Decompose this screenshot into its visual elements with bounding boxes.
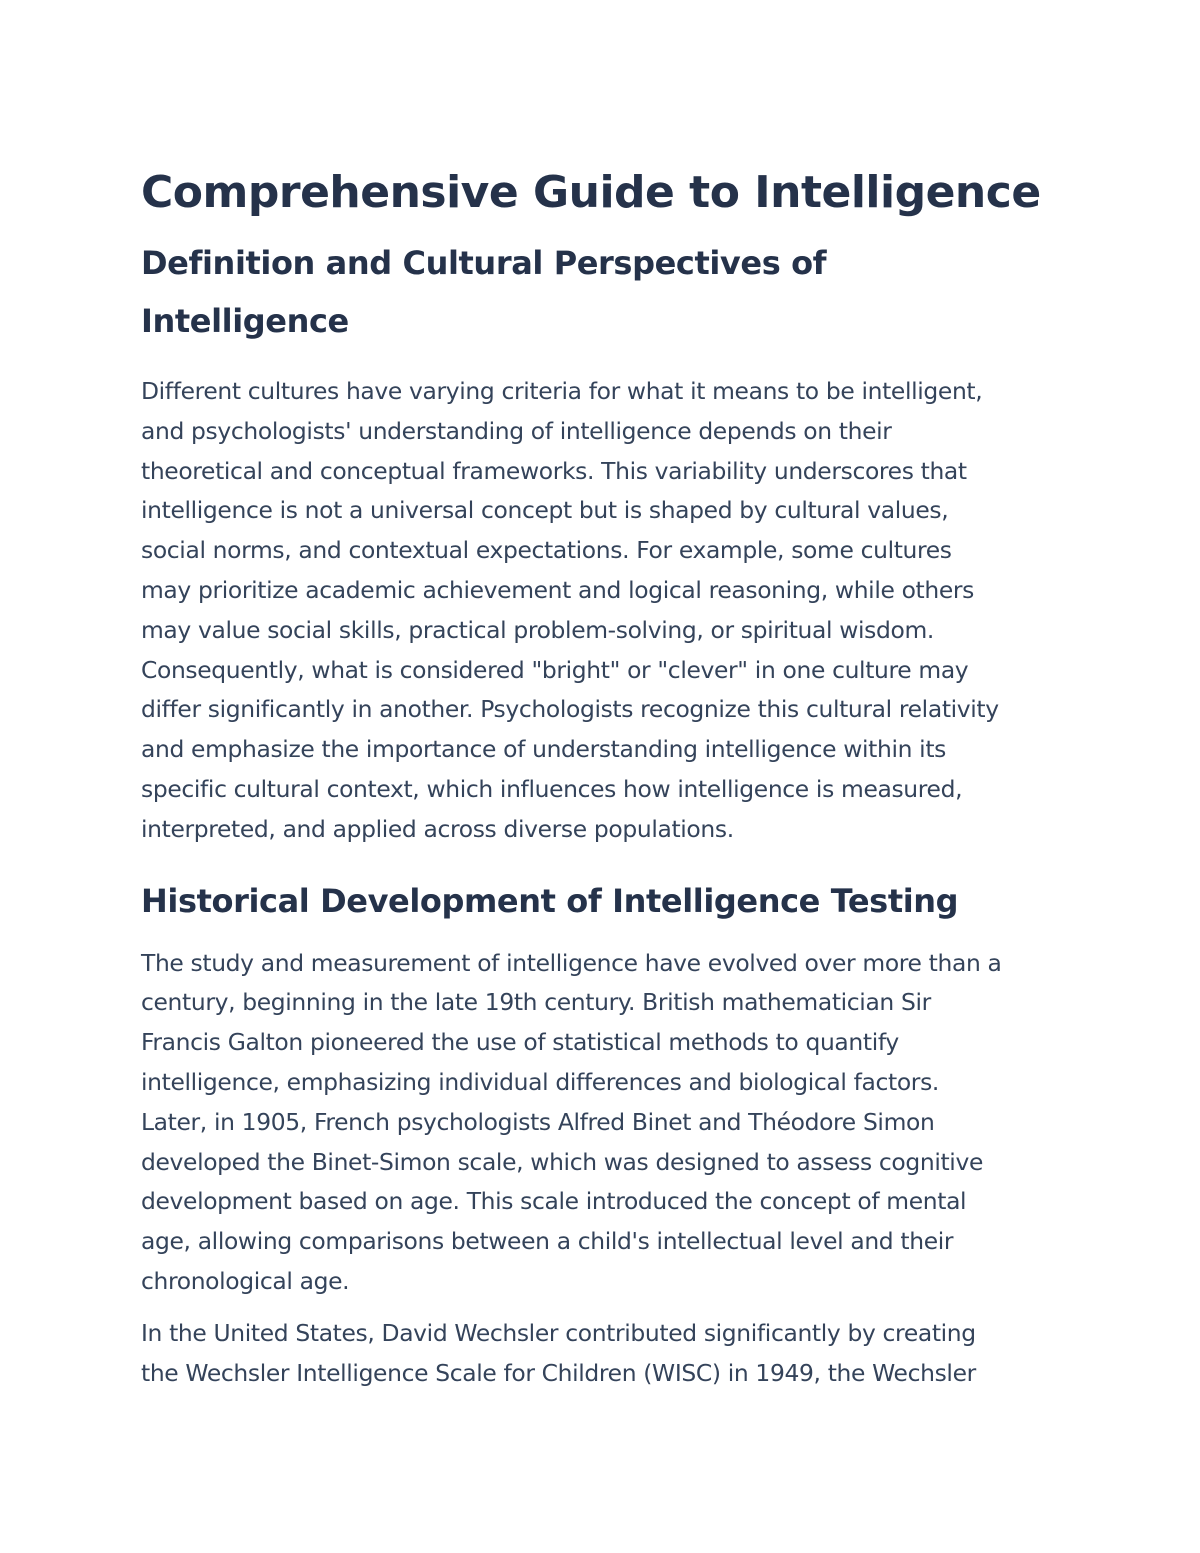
text-line: may value social skills, practical problem-solving, or spiritual wisdom. bbox=[141, 615, 934, 644]
section-historical-development bbox=[141, 872, 1071, 1394]
text-line: century, beginning in the late 19th century. British mathematician Sir bbox=[141, 988, 931, 1017]
text-line: intelligence, emphasizing individual differences and biological factors. bbox=[141, 1067, 939, 1096]
text-line: theoretical and conceptual frameworks. This variability underscores that bbox=[141, 456, 967, 485]
text-line: and emphasize the importance of understanding intelligence within its bbox=[141, 735, 946, 764]
document-page bbox=[141, 160, 1071, 1393]
section-heading: Definition and Cultural Perspectives of Intelligence bbox=[141, 244, 827, 340]
text-line: intelligence is not a universal concept but is shaped by cultural values, bbox=[141, 496, 949, 525]
text-line: specific cultural context, which influences how intelligence is measured, bbox=[141, 774, 963, 803]
text-line: Different cultures have varying criteria for what it means to be intelligent, bbox=[141, 377, 983, 405]
text-line: Later, in 1905, French psychologists Alfred Binet and Théodore Simon bbox=[141, 1107, 935, 1136]
text-line: interpreted, and applied across diverse populations. bbox=[141, 814, 734, 843]
section-cultural-perspectives bbox=[141, 234, 1071, 850]
text-line: age, allowing comparisons between a child's intellectual level and their bbox=[141, 1227, 954, 1256]
text-line: developed the Binet-Simon scale, which was designed to assess cognitive bbox=[141, 1147, 983, 1176]
text-line: chronological age. bbox=[141, 1266, 350, 1295]
text-line: differ significantly in another. Psychologists recognize this cultural relativity bbox=[141, 695, 999, 724]
text-line: and psychologists' understanding of intelligence depends on their bbox=[141, 416, 892, 445]
text-line: social norms, and contextual expectations. For example, some cultures bbox=[141, 536, 952, 565]
text-line: In the United States, David Wechsler contributed significantly by creating bbox=[141, 1318, 976, 1347]
paragraph bbox=[141, 1314, 1071, 1394]
text-line: Francis Galton pioneered the use of statistical methods to quantify bbox=[141, 1028, 899, 1057]
text-line: may prioritize academic achievement and logical reasoning, while others bbox=[141, 575, 974, 604]
text-line: development based on age. This scale introduced the concept of mental bbox=[141, 1187, 967, 1216]
paragraph bbox=[141, 372, 1071, 850]
text-line: the Wechsler Intelligence Scale for Children (WISC) in 1949, the Wechsler bbox=[141, 1358, 976, 1387]
text-line: The study and measurement of intelligence have evolved over more than a bbox=[141, 948, 1002, 977]
text-line: Consequently, what is considered "bright" or "clever" in one culture may bbox=[141, 655, 969, 684]
section-heading: Historical Development of Intelligence Testing bbox=[141, 881, 959, 920]
paragraph bbox=[141, 944, 1071, 1302]
document-title: Comprehensive Guide to Intelligence bbox=[141, 167, 1041, 218]
